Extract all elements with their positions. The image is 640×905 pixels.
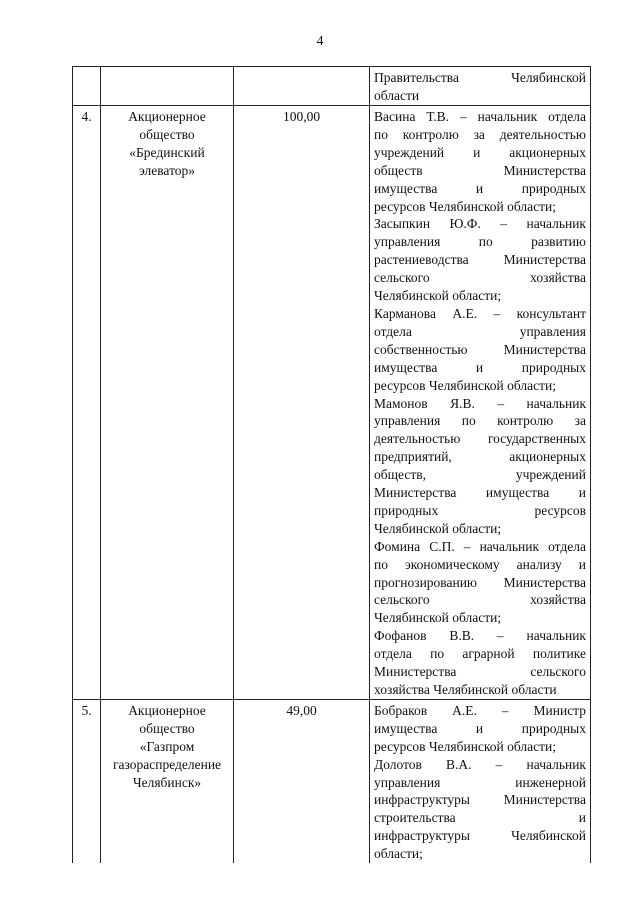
member-text-line: по экономическому анализу и <box>374 556 586 572</box>
organization-name-line: Акционерное <box>128 109 206 124</box>
organization-name-line: «Газпром <box>139 738 195 754</box>
table-row <box>73 67 591 106</box>
member-text-line: растениеводства Министерства <box>374 252 586 268</box>
member-text-line: сельского хозяйства <box>374 270 586 286</box>
member-text-line: имущества и природных <box>374 720 586 736</box>
board-members <box>370 106 591 700</box>
row-number: 5. <box>73 699 101 863</box>
member-text-line: управления по контролю за <box>374 413 586 429</box>
member-text-line: Челябинской области; <box>374 520 502 536</box>
member-text-line: имущества и природных <box>374 359 586 375</box>
member-text-line: Карманова А.Е. – консультант <box>374 305 586 321</box>
member-text-line: Челябинской области; <box>374 288 502 304</box>
member-text-line: прогнозированию Министерства <box>374 574 586 590</box>
member-text-line: области; <box>374 846 423 862</box>
share-percent: 100,00 <box>234 106 370 700</box>
table-row <box>73 699 591 863</box>
member-text-line: сельского хозяйства <box>374 592 586 608</box>
member-text-line: отдела по аграрной политике <box>374 646 586 662</box>
member-text-line: ресурсов Челябинской области; <box>374 198 557 214</box>
organization-name-line: газораспределение <box>112 756 222 772</box>
board-members <box>370 67 591 106</box>
share-percent: 49,00 <box>234 699 370 863</box>
organization-name-line: «Брединский <box>129 144 205 160</box>
organization-name <box>101 699 234 863</box>
member-text-line: управления инженерной <box>374 774 586 790</box>
member-text-line: Министерства сельского <box>374 664 586 680</box>
member-text-line: Бобраков А.Е. – Министр <box>374 702 586 718</box>
page-number: 4 <box>316 34 324 49</box>
member-text-line: Фомина С.П. – начальник отдела <box>374 538 586 554</box>
member-text-line: области <box>374 87 420 103</box>
row-number: 4. <box>73 106 101 700</box>
board-members <box>370 699 591 863</box>
member-text-line: Васина Т.В. – начальник отдела <box>374 109 586 124</box>
member-text-line: природных ресурсов <box>374 502 586 518</box>
member-text-line: по контролю за деятельностью <box>374 126 586 142</box>
member-text-line: обществ Министерства <box>374 162 586 178</box>
organization-name-line: общество <box>139 126 195 142</box>
member-text-line: строительства и <box>374 810 586 826</box>
row-number <box>73 67 101 106</box>
member-text-line: Правительства Челябинской <box>374 70 586 85</box>
organization-name-line: общество <box>139 720 195 736</box>
organization-name <box>101 67 234 106</box>
member-text-line: Засыпкин Ю.Ф. – начальник <box>374 216 586 232</box>
member-text-line: Мамонов Я.В. – начальник <box>374 395 586 411</box>
member-text-line: Долотов В.А. – начальник <box>374 756 586 772</box>
member-text-line: деятельностью государственных <box>374 431 586 447</box>
member-text-line: предприятий, акционерных <box>374 449 586 465</box>
member-text-line: отдела управления <box>374 323 586 339</box>
table-row <box>73 106 591 700</box>
boards-table <box>72 66 591 863</box>
organization-name-line: Акционерное <box>128 702 206 718</box>
organization-name-line: Челябинск» <box>132 774 202 790</box>
share-percent <box>234 67 370 106</box>
member-text-line: Министерства имущества и <box>374 485 586 501</box>
organization-name <box>101 106 234 700</box>
member-text-line: Челябинской области; <box>374 610 502 626</box>
member-text-line: инфраструктуры Министерства <box>374 792 586 808</box>
member-text-line: Фофанов В.В. – начальник <box>374 628 586 644</box>
member-text-line: управления по развитию <box>374 234 586 250</box>
member-text-line: ресурсов Челябинской области; <box>374 738 557 754</box>
member-text-line: учреждений и акционерных <box>374 144 586 160</box>
member-text-line: имущества и природных <box>374 180 586 196</box>
organization-name-line: элеватор» <box>138 162 196 178</box>
member-text-line: ресурсов Челябинской области; <box>374 377 557 393</box>
member-text-line: хозяйства Челябинской области <box>374 682 557 697</box>
member-text-line: инфраструктуры Челябинской <box>374 828 586 844</box>
member-text-line: собственностью Министерства <box>374 341 586 357</box>
member-text-line: обществ, учреждений <box>374 467 586 483</box>
